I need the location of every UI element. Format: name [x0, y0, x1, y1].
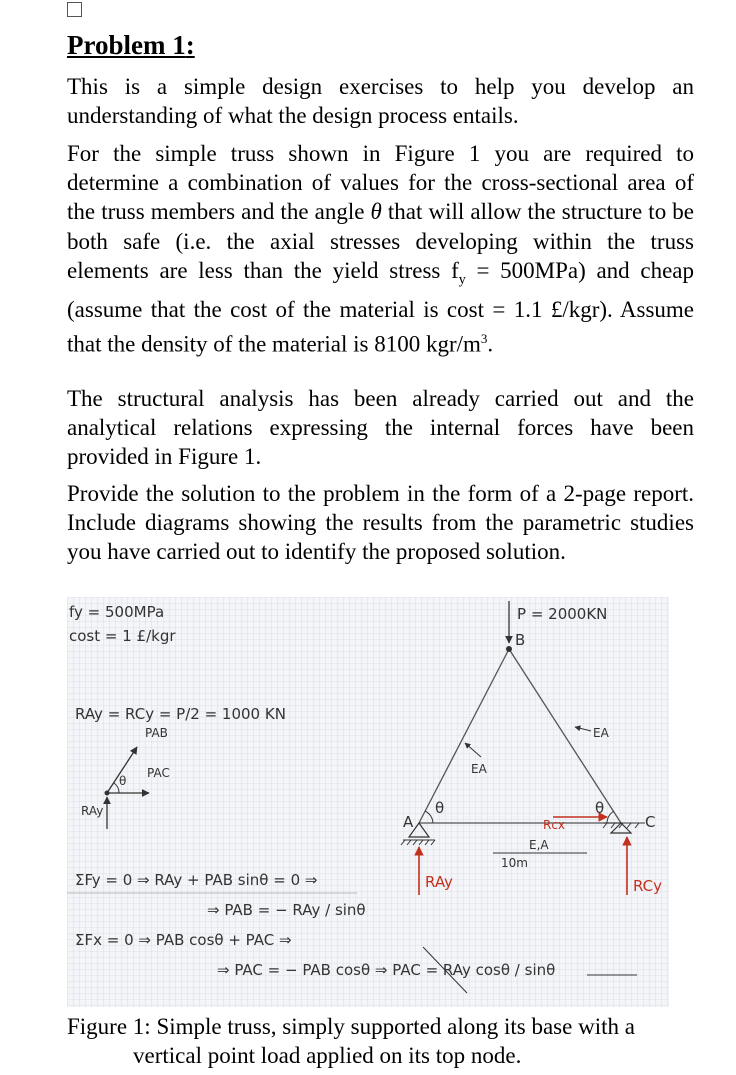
note-reactions: RAy = RCy = P/2 = 1000 KN [75, 705, 286, 723]
span-label: 10m [501, 856, 528, 870]
note-pab: ⇒ PAB = − RAy / sinθ [207, 901, 366, 919]
note-sum-fx: ΣFx = 0 ⇒ PAB cosθ + PAC ⇒ [75, 931, 292, 949]
reaction-ray-label: RAy [425, 873, 453, 891]
fbd-pab-label: PAB [145, 726, 168, 740]
member-ab-ea-label: EA [471, 762, 487, 776]
truss-figure [67, 597, 669, 1007]
member-ac-ea-label: E,A [529, 838, 549, 852]
theta-right-label: θ [595, 799, 605, 817]
member-bc-ea-label: EA [593, 726, 609, 740]
truss-figure-canvas [67, 597, 669, 1007]
theta-left-label: θ [435, 799, 445, 817]
task-paragraph: For the simple truss shown in Figure 1 you are required to determine a combination of values for the cross-sectional area of the truss members and the angle θ that will allow the structure to be both safe (i.e. the axial stresses developing within the truss elements are less than the yield stress $f_y = 500MPa$) and cheap (assume that the cost of the material is cost = 1.1 £/kgr). Assume that the density of the material is 8100 kgr/$m^3$. [67, 141, 695, 357]
node-c-label: C [645, 813, 656, 831]
node-a-label: A [403, 813, 414, 831]
page-title: Problem 1: [67, 30, 195, 60]
checkbox[interactable] [67, 2, 82, 17]
note-sum-fy: ΣFy = 0 ⇒ RAy + PAB sinθ = 0 ⇒ [75, 871, 318, 889]
report-paragraph: Provide the solution to the problem in the form of a 2-page report. Include diagrams showing the results from the parametric studies you have carried out to identify the proposed solution. [67, 481, 694, 565]
fbd-ray-label: RAy [81, 804, 104, 818]
fbd-pac-label: PAC [147, 766, 170, 780]
note-cost: cost = 1 £/kgr [69, 627, 176, 645]
fbd-joint [105, 791, 110, 796]
load-label: P = 2000KN [517, 605, 608, 623]
analysis-paragraph: The structural analysis has been already carried out and the analytical relations expressing the internal forces have been provided in Figure 1. [67, 386, 694, 470]
reaction-rcx-label: Rcx [543, 818, 566, 832]
figure-caption: Figure 1: Simple truss, simply supported along its base with a vertical point load applied on its top node. [67, 1014, 635, 1068]
note-fy: fy = 500MPa [69, 603, 165, 621]
fbd-theta-label: θ [119, 774, 127, 788]
note-pac: ⇒ PAC = − PAB cosθ ⇒ PAC = RAy cosθ / sinθ [217, 961, 556, 979]
node-b-dot [506, 646, 512, 652]
intro-paragraph: This is a simple design exercises to help you develop an understanding of what the design process entails. [67, 74, 694, 129]
reaction-rcy-label: RCy [633, 877, 663, 895]
node-b-label: B [515, 631, 526, 649]
